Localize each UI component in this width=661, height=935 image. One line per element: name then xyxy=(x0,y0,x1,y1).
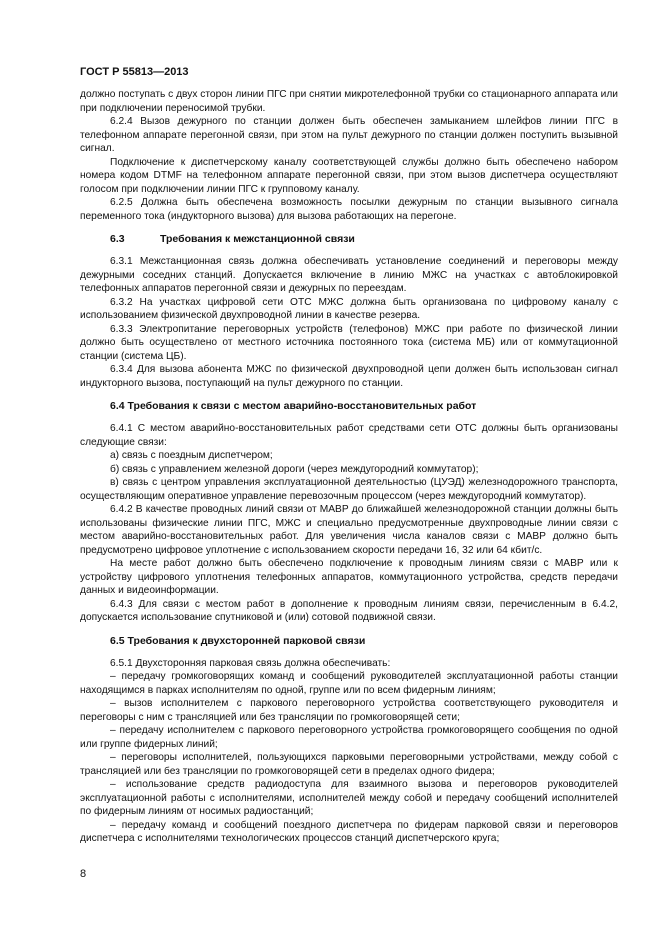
paragraph: 6.3.4 Для вызова абонента МЖС по физической двухпроводной цепи должен быть использован сигнал индукторного вызова, поступающий на пульт дежурного по станции. xyxy=(80,364,618,389)
paragraph: 6.3.2 На участках цифровой сети ОТС МЖС должна быть организована по цифровому каналу с использованием физической двухпроводной линии в качестве резерва. xyxy=(80,296,618,321)
paragraph: 6.3.3 Электропитание переговорных устройств (телефонов) МЖС при работе по физической линии должно быть осуществлено от местного источника постоянного тока (система МБ) или от коммутационной станции (система ЦБ). xyxy=(80,323,618,362)
list-item: в) связь с центром управления эксплуатационной деятельностью (ЦУЭД) железнодорожного транспорта, осуществляющим оперативное управление перевозочным процессом (через междугородний коммутатор). xyxy=(80,477,618,502)
paragraph: На месте работ должно быть обеспечено подключение к проводным линиям связи с МАВР или к устройству цифрового уплотнения телефонных аппаратов, коммутационного устройства, средств передачи данных и видеоинформации. xyxy=(80,558,618,596)
list-item: – использование средств радиодоступа для взаимного вызова и переговоров руководителей эксплуатационной работы с исполнителями, исполнителей между собой и передачу сообщений исполнителей по фидерным линиям от носимых радиостанций; xyxy=(80,779,618,817)
paragraph: 6.2.4 Вызов дежурного по станции должен быть обеспечен замыканием шлейфов линии ПГС в телефонном аппарате перегонной связи, при этом на пульт дежурного по станции должен поступить вызывной сигнал. xyxy=(80,116,618,154)
document-body xyxy=(80,88,618,846)
list-item: – передачу исполнителем с паркового переговорного устройства громкоговорящего сообщения по одной или группе фидерных линий; xyxy=(80,725,618,750)
list-item: – вызов исполнителем с паркового переговорного устройства соответствующего руководителя и переговоры с ним с трансляцией или без трансляции по громкоговорящей сети; xyxy=(80,698,618,723)
paragraph: 6.3.1 Межстанционная связь должна обеспечивать установление соединений и переговоры между дежурными соседних станций. Допускается включение в линию МЖС на участках с автоблокировкой телефонных аппаратов перегонной связи и дежурных по переездам. xyxy=(80,256,618,294)
paragraph: 6.4.2 В качестве проводных линий связи от МАВР до ближайшей железнодорожной станции должны быть использованы физические линии ПГС, МЖС и специально предусмотренные двухпроводные линии связи с местом аварийно-восстановительных работ. Для увеличения числа каналов связи с МАВР должно быть предусмотрено цифровое уплотнение с использованием скорости передачи 16, 32 или 64 кбит/с. xyxy=(80,504,618,556)
section-number: 6.3 xyxy=(110,233,125,245)
list-item: а) связь с поездным диспетчером; xyxy=(110,450,273,461)
section-heading-6-3 xyxy=(110,232,618,246)
section-title: Требования к межстанционной связи xyxy=(160,233,355,245)
page-number: 8 xyxy=(80,868,87,880)
list-item: – передачу команд и сообщений поездного диспетчера по фидерам парковой связи и переговоров диспетчера с исполнителями технологических процессов станций диспетчерского круга; xyxy=(80,819,618,844)
list-item: – передачу громкоговорящих команд и сообщений руководителей эксплуатационной работы станции находящимся в парках исполнителям по одной, группе или по всем фидерным линиям; xyxy=(80,671,618,696)
paragraph: 6.5.1 Двухсторонняя парковая связь должна обеспечивать: xyxy=(110,657,391,669)
document-header: ГОСТ Р 55813—2013 xyxy=(80,66,189,78)
section-heading-6-5: 6.5 Требования к двухсторонней парковой связи xyxy=(110,634,366,647)
section-heading-6-4: 6.4 Требования к связи с местом аварийно-восстановительных работ xyxy=(110,400,477,412)
paragraph: 6.2.5 Должна быть обеспечена возможность посылки дежурным по станции вызывного сигнала переменного тока (индукторного вызова) для вызова работающих на перегоне. xyxy=(80,197,618,222)
paragraph: должно поступать с двух сторон линии ПГС при снятии микротелефонной трубки со стационарного аппарата или при подключении переносимой трубки. xyxy=(80,89,618,114)
paragraph: Подключение к диспетчерскому каналу соответствующей службы должно быть обеспечено набором номера кодом DTMF на телефонном аппарате перегонной связи, при этом вызов диспетчера осуществляют голосом при подключении линии ПГС к групповому каналу. xyxy=(80,156,618,195)
list-item: б) связь с управлением железной дороги (через междугородний коммутатор); xyxy=(110,463,479,475)
paragraph: 6.4.1 С местом аварийно-восстановительных работ средствами сети ОТС должны быть организованы следующие связи: xyxy=(80,423,618,448)
paragraph: 6.4.3 Для связи с местом работ в дополнение к проводным линиям связи, перечисленным в 6.4.2, допускается использование спутниковой и (или) сотовой подвижной связи. xyxy=(80,598,618,623)
list-item: – переговоры исполнителей, пользующихся парковыми переговорными устройствами, между собой с трансляцией или без трансляции по громкоговорящей сети в пределах одного фидера; xyxy=(80,752,618,777)
